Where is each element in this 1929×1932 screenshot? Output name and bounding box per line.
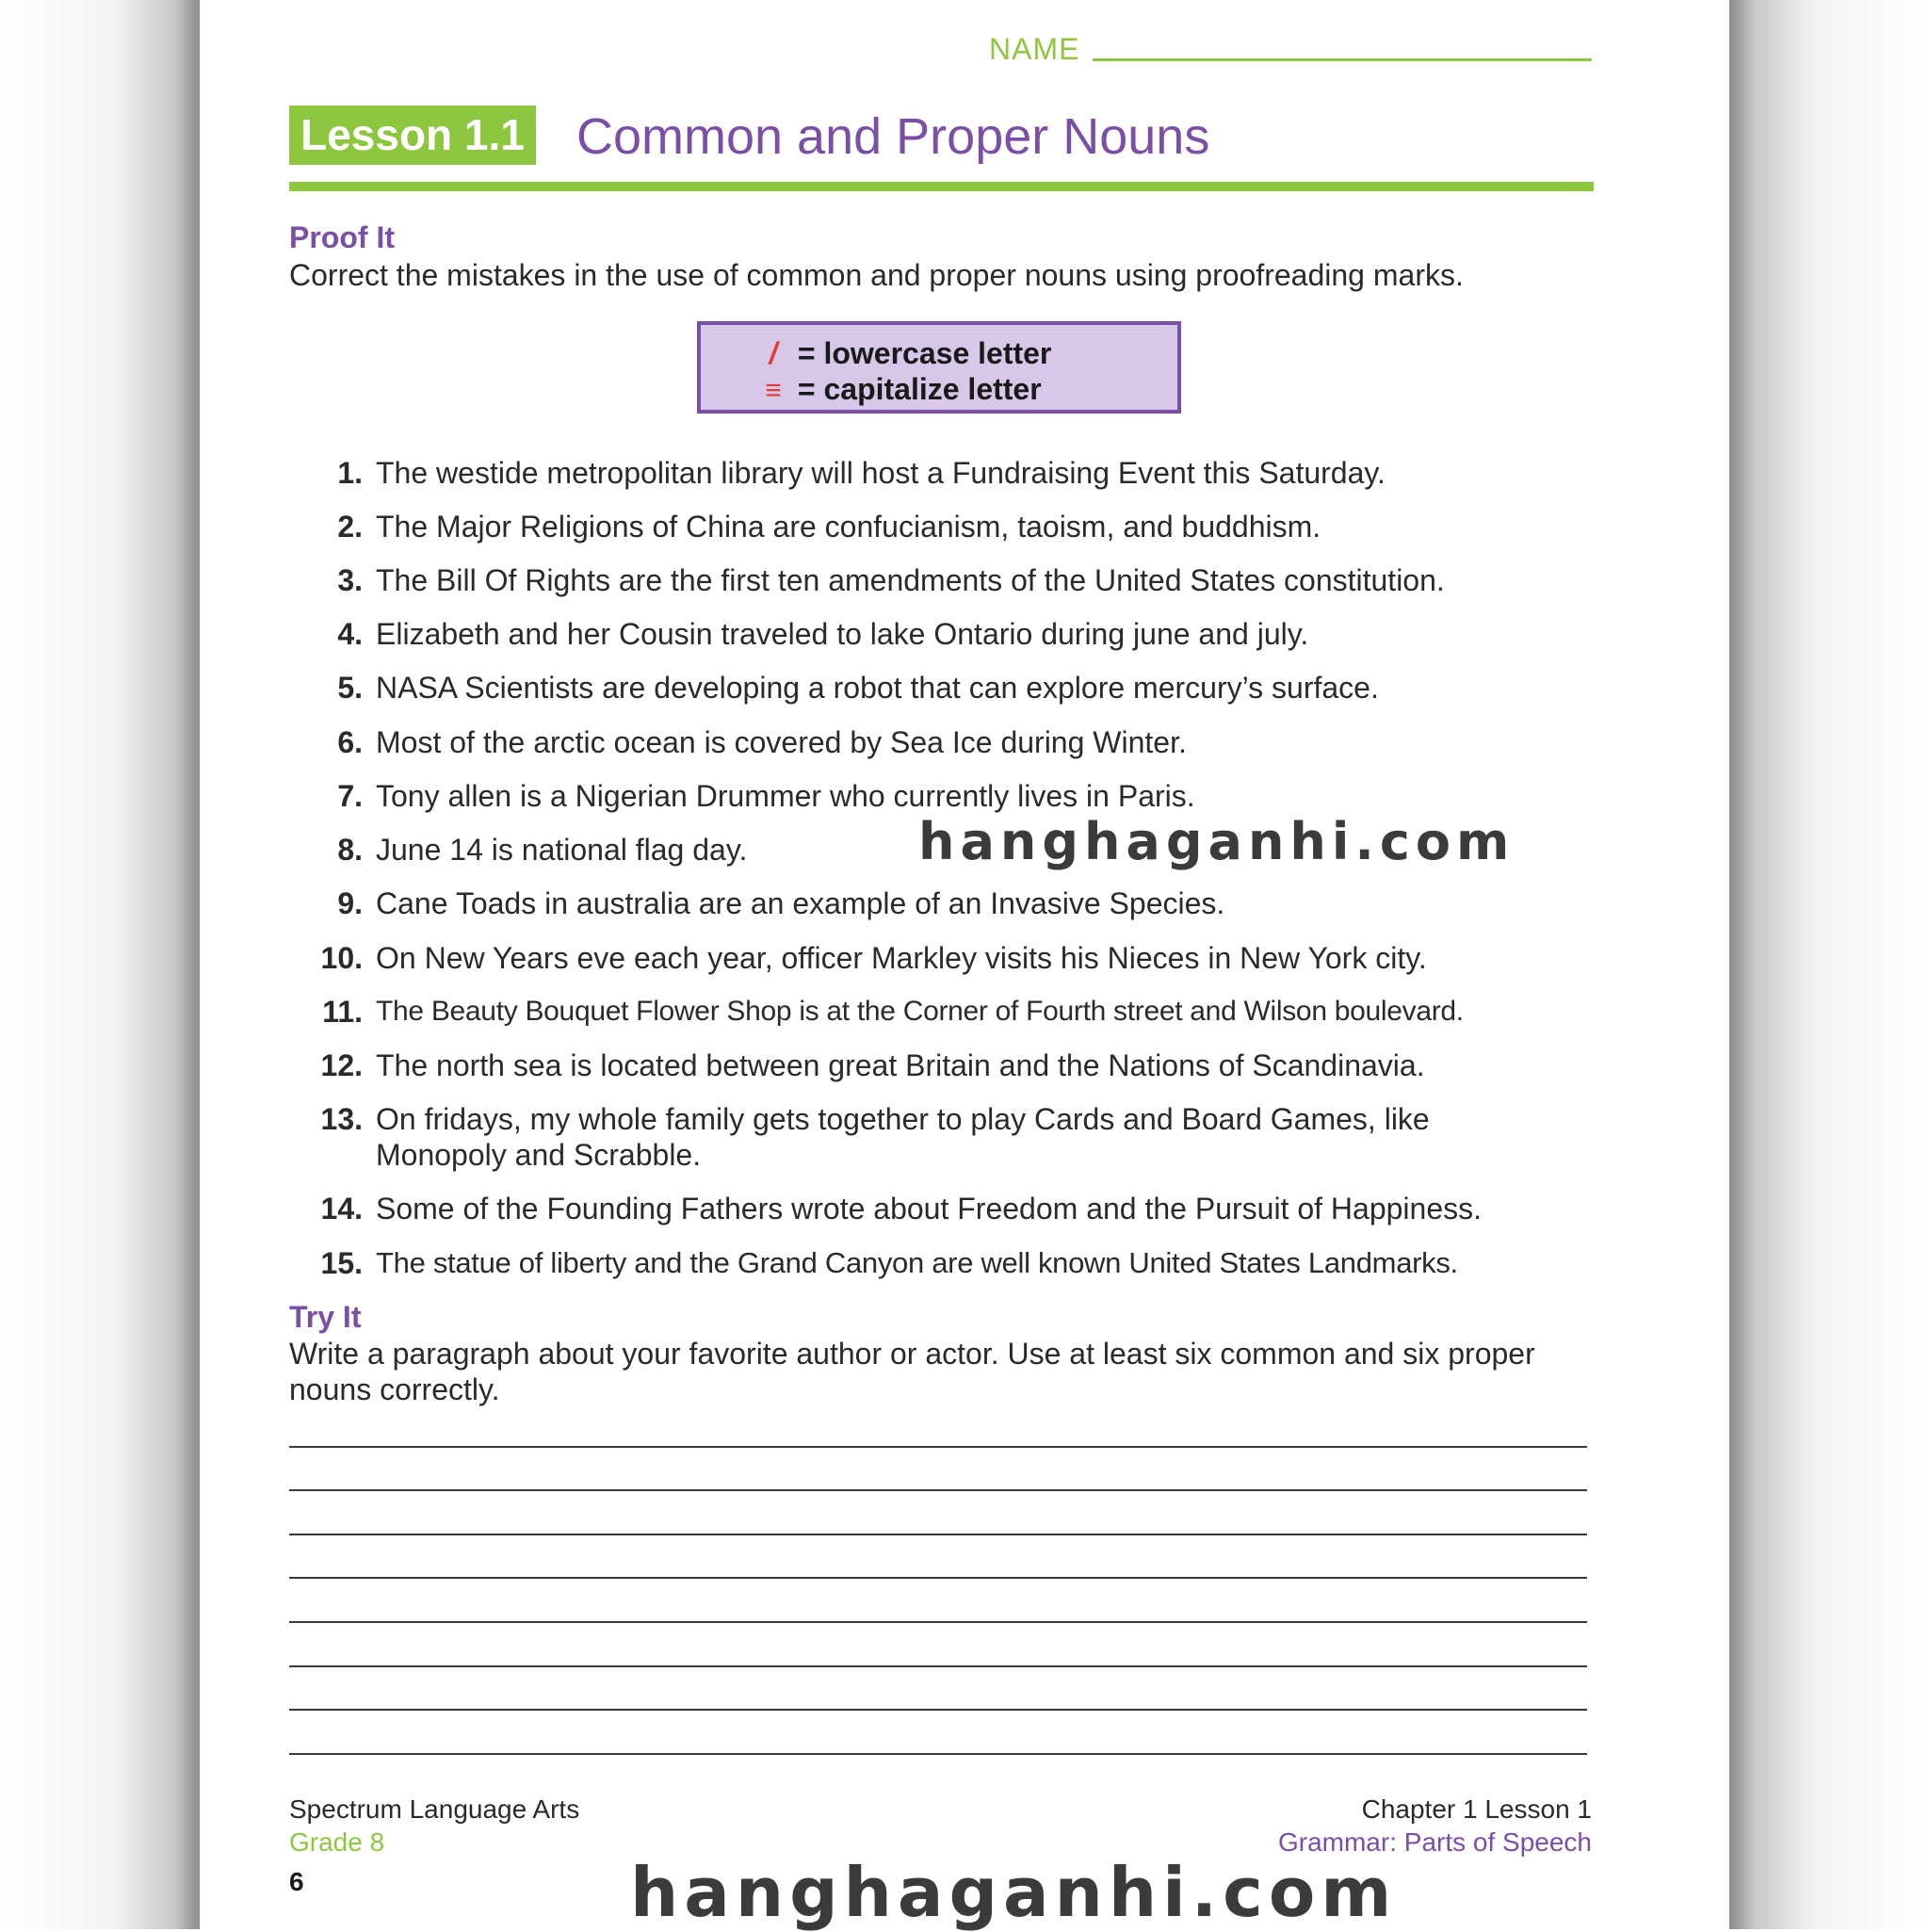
writing-line[interactable] (289, 1665, 1587, 1667)
item-text: Tony allen is a Nigerian Drummer who currently lives in Paris. (376, 779, 1195, 813)
item-text: June 14 is national flag day. (376, 833, 748, 867)
writing-line[interactable] (289, 1621, 1587, 1623)
item-number: 6. (337, 725, 363, 759)
proofreading-legend (697, 321, 1181, 414)
name-field-line[interactable] (1093, 58, 1592, 61)
item-text: Some of the Founding Fathers wrote about Freedom and the Pursuit of Happiness. (376, 1192, 1482, 1226)
item-text: The north sea is located between great Britain and the Nations of Scandinavia. (376, 1048, 1425, 1082)
item-number: 4. (337, 617, 363, 651)
item-number: 13. (320, 1102, 363, 1136)
page-shadow-right (1729, 0, 1929, 1929)
legend-row-lowercase (757, 336, 1051, 371)
lowercase-mark-icon: / (769, 336, 778, 370)
item-text: The Bill Of Rights are the first ten amendments of the United States constitution. (376, 563, 1445, 597)
item-text: The Major Religions of China are confucianism, taoism, and buddhism. (376, 510, 1321, 544)
page-title: Common and Proper Nouns (576, 108, 1210, 165)
item-text: The statue of liberty and the Grand Canyon are well known United States Landmarks. (376, 1246, 1458, 1279)
legend-row-capitalize (757, 372, 1042, 407)
item-text: On New Years eve each year, officer Markley visits his Nieces in New York city. (376, 941, 1427, 975)
item-text: Most of the arctic ocean is covered by Sea Ice during Winter. (376, 725, 1187, 759)
writing-line[interactable] (289, 1709, 1587, 1711)
item-text: Cane Toads in australia are an example of an Invasive Species. (376, 886, 1225, 920)
item-number: 9. (337, 886, 363, 920)
item-number: 3. (337, 563, 363, 597)
item-number: 10. (320, 941, 363, 975)
page-shadow-left (0, 0, 200, 1929)
legend-lowercase-text: = lowercase letter (797, 336, 1052, 370)
item-text: NASA Scientists are developing a robot that can explore mercury’s surface. (376, 671, 1379, 705)
proof-it-instructions: Correct the mistakes in the use of common and proper nouns using proofreading marks. (289, 258, 1464, 292)
writing-line[interactable] (289, 1534, 1587, 1535)
writing-line[interactable] (289, 1753, 1587, 1755)
capitalize-mark-icon: ≡ (765, 375, 782, 406)
footer-topic: Grammar: Parts of Speech (1277, 1827, 1592, 1857)
proof-it-heading: Proof It (289, 220, 395, 254)
writing-line[interactable] (289, 1489, 1587, 1491)
title-divider (289, 182, 1594, 191)
item-text: The westide metropolitan library will host a Fundraising Event this Saturday. (376, 456, 1386, 490)
worksheet-page (200, 0, 1729, 1932)
page-number: 6 (289, 1867, 304, 1896)
lesson-badge: Lesson 1.1 (289, 106, 536, 165)
item-number: 11. (322, 995, 363, 1029)
watermark-text: hanghaganhi.com (918, 812, 1516, 871)
legend-capitalize-text: = capitalize letter (797, 372, 1042, 406)
watermark-text-bottom: hanghaganhi.com (630, 1853, 1398, 1932)
item-number: 1. (337, 456, 363, 490)
item-number: 2. (337, 510, 363, 544)
item-number: 8. (337, 833, 363, 867)
try-it-instructions: Write a paragraph about your favorite author or actor. Use at least six common and six proper nouns correctly. (289, 1337, 1535, 1406)
item-text: Elizabeth and her Cousin traveled to lake Ontario during june and july. (376, 617, 1309, 651)
writing-line[interactable] (289, 1446, 1587, 1448)
item-number: 5. (337, 671, 363, 705)
footer-book-title: Spectrum Language Arts (289, 1794, 580, 1824)
item-number: 7. (337, 779, 363, 813)
item-text: The Beauty Bouquet Flower Shop is at the Corner of Fourth street and Wilson boulevard. (376, 996, 1464, 1027)
name-label: NAME (989, 32, 1080, 66)
item-text: On fridays, my whole family gets together to play Cards and Board Games, like Monopoly and Scrabble. (376, 1102, 1430, 1172)
item-number: 15. (320, 1246, 363, 1280)
footer-grade: Grade 8 (289, 1827, 385, 1857)
item-number: 14. (320, 1192, 363, 1226)
item-number: 12. (320, 1048, 363, 1082)
writing-line[interactable] (289, 1577, 1587, 1579)
try-it-heading: Try It (289, 1300, 362, 1334)
footer-chapter: Chapter 1 Lesson 1 (1361, 1794, 1592, 1824)
